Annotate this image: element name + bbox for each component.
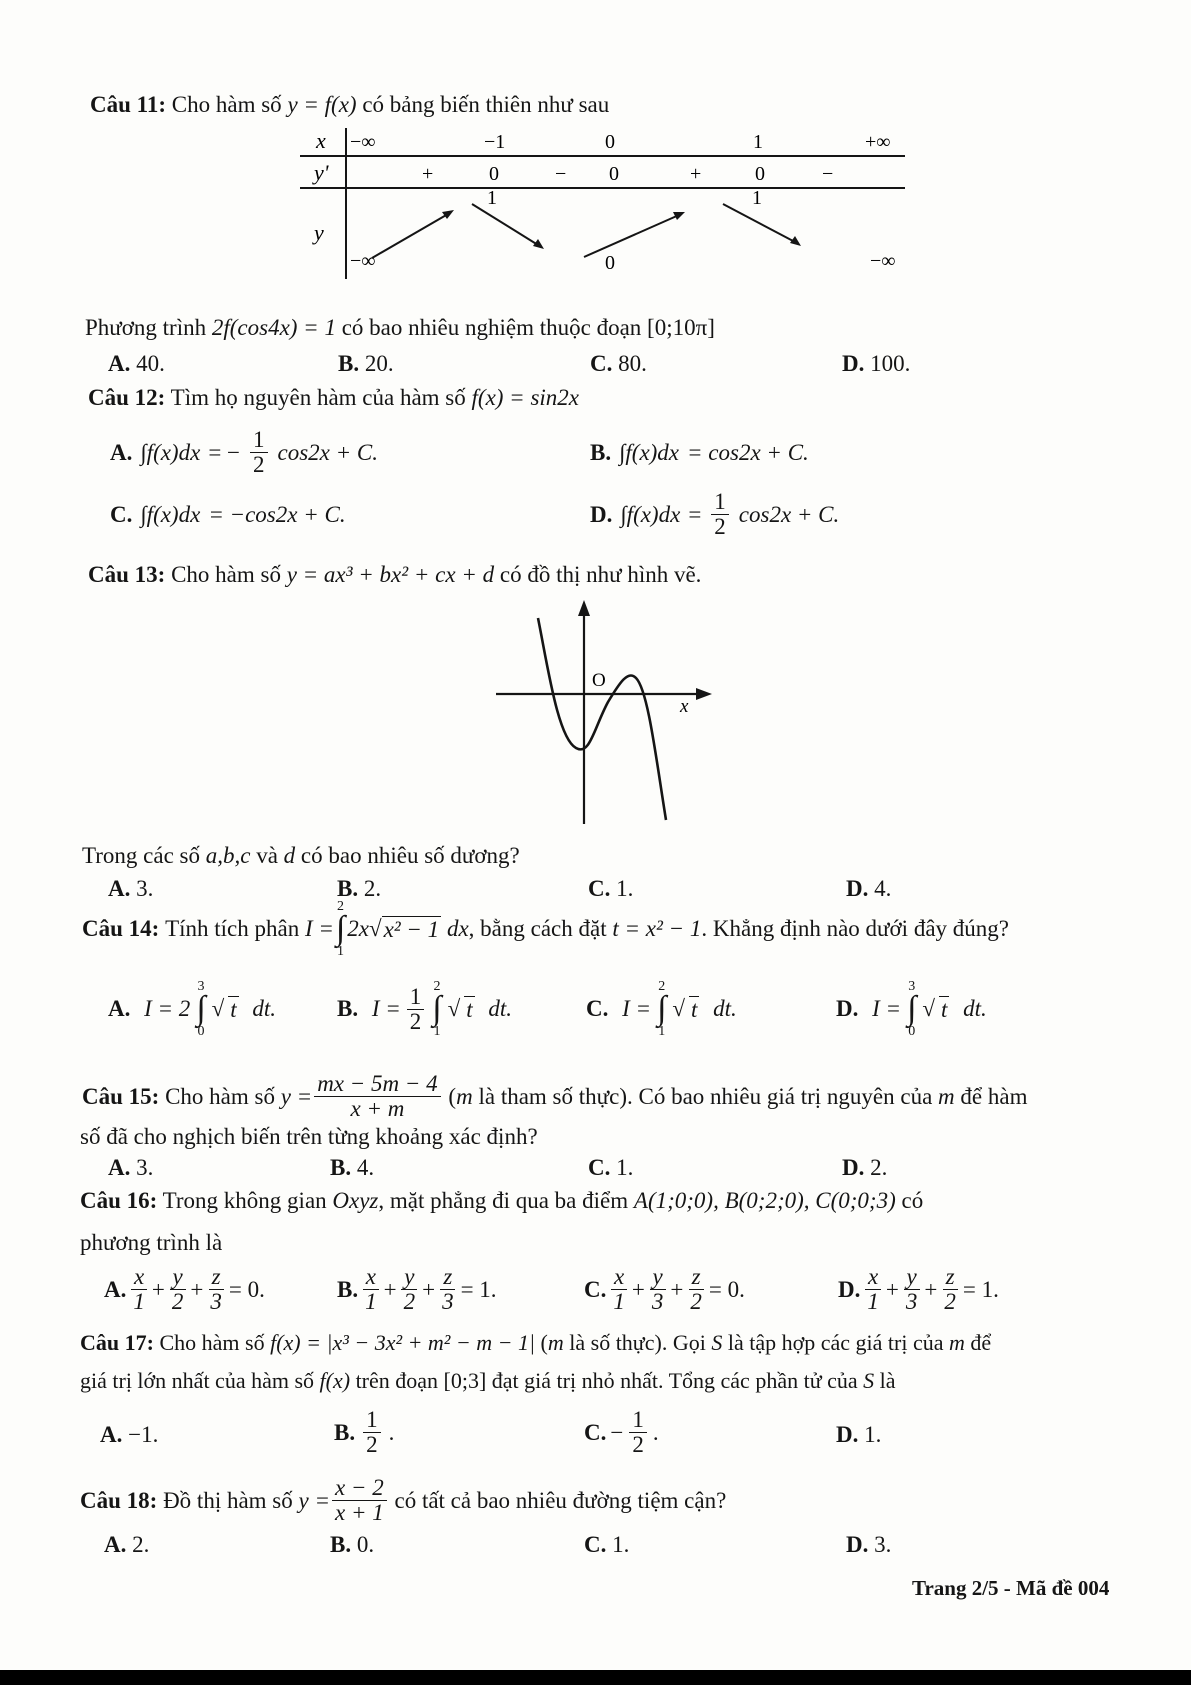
q14-option-b[interactable]: B. I = $\frac{1}{2}$ 2 ∫ 1 √ t dt.: [337, 979, 513, 1039]
q18-option-b[interactable]: B. 0.: [330, 1532, 375, 1557]
x-val: −∞: [350, 131, 376, 153]
q11-question: Phương trình 2f(cos4x) = 1 có bao nhiêu nghiệm thuộc đoạn [0;10π]: [85, 315, 715, 340]
q18-option-a[interactable]: A. 2.: [104, 1532, 150, 1557]
y-axis-arrow: [578, 600, 590, 616]
x-val: −1: [484, 131, 506, 153]
table-y-label: y: [314, 220, 324, 245]
q13-statement: Câu 13: Cho hàm số y = ax³ + bx² + cx + d có đồ thị như hình vẽ.: [88, 562, 702, 587]
sign: 0: [609, 163, 619, 185]
q15-option-c[interactable]: C. 1.: [588, 1155, 634, 1180]
q14-label: Câu 14:: [82, 916, 160, 942]
x-val: +∞: [865, 131, 891, 153]
x-val: 0: [605, 131, 615, 153]
q17-option-a[interactable]: A. −1.: [100, 1422, 159, 1447]
sign: −: [822, 163, 834, 185]
q14-option-d[interactable]: D. I = 3 ∫ 0 √ t dt.: [836, 979, 987, 1039]
q15-option-b[interactable]: B. 4.: [330, 1155, 375, 1180]
q18-label: Câu 18:: [80, 1487, 158, 1513]
q12-statement: Câu 12: Tìm họ nguyên hàm của hàm số f(x) = sin2x: [88, 385, 580, 410]
q13-option-b[interactable]: B. 2.: [337, 876, 382, 901]
x-axis-label: x: [680, 696, 689, 717]
q12-option-b[interactable]: B. ∫f(x)dx = cos2x + C.: [590, 440, 809, 465]
q16-option-a[interactable]: A. $\frac{x}{1}$ + $\frac{y}{2}$ + $\frac{z}{3}$ = 0.: [104, 1264, 265, 1315]
y-val: 1: [752, 187, 762, 209]
q12-option-a[interactable]: A. ∫f(x)dx = − $\frac{1}{2}$ cos2x + C.: [110, 427, 378, 478]
sign: +: [422, 163, 434, 185]
x-axis-arrow: [696, 688, 712, 700]
y-val: 1: [487, 187, 497, 209]
y-val: 0: [605, 252, 615, 274]
q13-option-c[interactable]: C. 1.: [588, 876, 634, 901]
q18-option-d[interactable]: D. 3.: [846, 1532, 892, 1557]
q11-variation-table: [300, 124, 910, 286]
q16-option-b[interactable]: B. $\frac{x}{1}$ + $\frac{y}{2}$ + $\frac{z}{3}$ = 1.: [337, 1264, 497, 1315]
origin-label: O: [592, 670, 606, 691]
q17-option-d[interactable]: D. 1.: [836, 1422, 882, 1447]
q15-option-d[interactable]: D. 2.: [842, 1155, 888, 1180]
page-footer: Trang 2/5 - Mã đề 004: [912, 1576, 1110, 1600]
q12-label: Câu 12:: [88, 385, 166, 410]
x-val: 1: [753, 131, 763, 153]
q15-statement: Câu 15: Cho hàm số y = $\frac{mx - 5m - 4}{x + m}$ ( m là tham số thực). Có bao nhiêu giá trị nguyên của m để hàm: [82, 1071, 1028, 1122]
q15-option-a[interactable]: A. 3.: [108, 1155, 154, 1180]
q13-cubic-graph: [490, 598, 720, 828]
q11-statement: Câu 11: Cho hàm số y = f(x) có bảng biến thiên như sau: [90, 92, 610, 117]
q11-option-a[interactable]: A. 40.: [108, 351, 165, 376]
q17-line2: giá trị lớn nhất của hàm số f(x) trên đoạn [0;3] đạt giá trị nhỏ nhất. Tổng các phần tử của S là: [80, 1368, 896, 1393]
q13-option-d[interactable]: D. 4.: [846, 876, 892, 901]
q18-statement: Câu 18: Đồ thị hàm số y = $\frac{x - 2}{x + 1}$ có tất cả bao nhiêu đường tiệm cận?: [80, 1475, 727, 1526]
q13-option-a[interactable]: A. 3.: [108, 876, 154, 901]
q16-option-c[interactable]: C. $\frac{x}{1}$ + $\frac{y}{3}$ + $\frac{z}{2}$ = 0.: [584, 1264, 745, 1315]
q17-option-b[interactable]: B. $\frac{1}{2}$ .: [334, 1407, 395, 1458]
sign: 0: [755, 163, 765, 185]
cubic-curve: [538, 618, 666, 820]
sign: 0: [489, 163, 499, 185]
q12-option-c[interactable]: C. ∫f(x)dx = −cos2x + C.: [110, 502, 346, 527]
q12-option-d[interactable]: D. ∫f(x)dx = $\frac{1}{2}$ cos2x + C.: [590, 489, 840, 540]
q16-line2: phương trình là: [80, 1230, 223, 1255]
q13-question: Trong các số a,b,c và d có bao nhiêu số dương?: [82, 843, 520, 868]
sign: −: [555, 163, 567, 185]
q11-option-b[interactable]: B. 20.: [338, 351, 394, 376]
q11-option-d[interactable]: D. 100.: [842, 351, 911, 376]
q16-statement: Câu 16: Trong không gian Oxyz, mặt phẳng đi qua ba điểm A(1;0;0), B(0;2;0), C(0;0;3) có: [80, 1188, 924, 1213]
q14-statement: Câu 14: Tính tích phân I = 2 ∫ 1 2x √ x² − 1 dx , bằng cách đặt t = x² − 1 . Khẳng định nào dưới đây đúng?: [82, 899, 1009, 959]
scan-edge: [0, 1670, 1191, 1685]
q17-statement: Câu 17: Cho hàm số f(x) = |x³ − 3x² + m² − m − 1| (m là số thực). Gọi S là tập hợp các giá trị của m để: [80, 1330, 992, 1355]
q16-label: Câu 16:: [80, 1188, 158, 1213]
q11-option-c[interactable]: C. 80.: [590, 351, 647, 376]
q11-label: Câu 11:: [90, 92, 167, 117]
q13-label: Câu 13:: [88, 562, 166, 587]
y-val: −∞: [350, 250, 376, 272]
q15-label: Câu 15:: [82, 1083, 160, 1109]
q17-label: Câu 17:: [80, 1330, 154, 1355]
sign: +: [690, 163, 702, 185]
q17-option-c[interactable]: C. − $\frac{1}{2}$ .: [584, 1407, 659, 1458]
q18-option-c[interactable]: C. 1.: [584, 1532, 630, 1557]
q14-option-c[interactable]: C. I = 2 ∫ 1 √ t dt.: [586, 979, 737, 1039]
table-yprime-label: y': [314, 160, 329, 185]
q16-option-d[interactable]: D. $\frac{x}{1}$ + $\frac{y}{3}$ + $\frac{z}{2}$ = 1.: [838, 1264, 999, 1315]
q15-line2: số đã cho nghịch biến trên từng khoảng xác định?: [80, 1124, 538, 1149]
y-val: −∞: [870, 250, 896, 272]
q14-option-a[interactable]: A. I = 2 3 ∫ 0 √ t dt.: [108, 979, 277, 1039]
table-x-label: x: [316, 128, 326, 153]
q11-func: y = f(x): [287, 92, 357, 117]
